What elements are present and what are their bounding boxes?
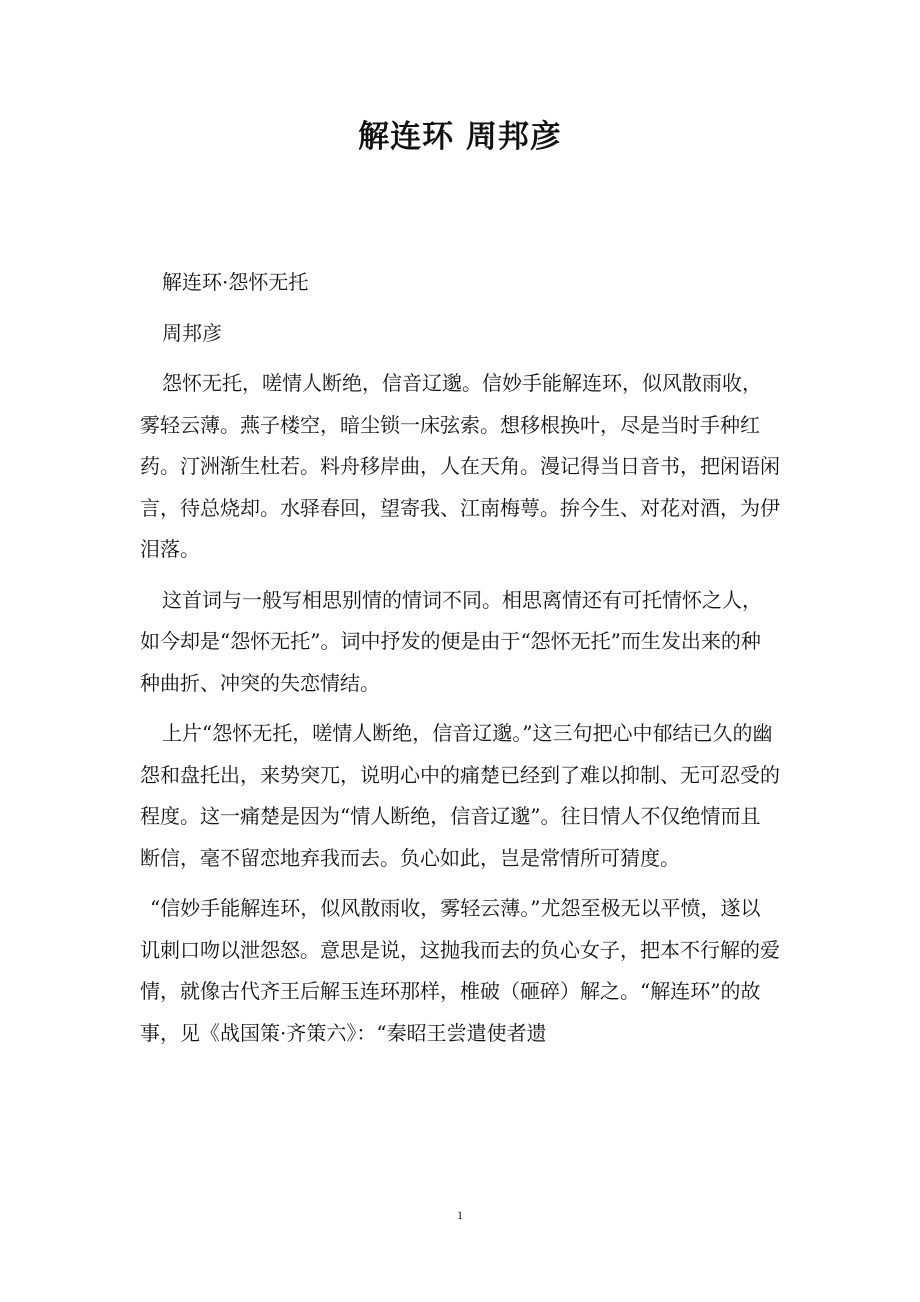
poem-heading: 解连环·怨怀无托 (162, 270, 309, 294)
commentary-paragraph: 这首词与一般写相思别情的情词不同。相思离情还有可托情怀之人，如今却是“怨怀无托”。词中抒发的便是由于“怨怀无托”而生发出来的种种曲折、冲突的失恋情结。 (140, 587, 762, 695)
commentary-paragraph: “信妙手能解连环，似风散雨收，雾轻云薄。”尤怨至极无以平愤，遂以讥刺口吻以泄怨怒。意思是说，这抛我而去的负心女子，把本不行解的爱情，就像古代齐王后解玉连环那样，椎破（砸碎）解之。“解连环”的故事，见《战国策·齐策六》：“秦昭王尝遣使者遗 (140, 896, 780, 1045)
commentary-paragraph: 上片“怨怀无托，嗟情人断绝，信音辽邈。”这三句把心中郁结已久的幽怨和盘托出，来势突兀，说明心中的痛楚已经到了难以抑制、无可忍受的程度。这一痛楚是因为“情人断绝，信音辽邈”。往日情人不仅绝情而且断信，毫不留恋地弃我而去。负心如此，岂是常情所可猜度。 (140, 721, 780, 870)
document-body (140, 262, 780, 1063)
page-number: 1 (457, 1208, 463, 1222)
poem-author: 周邦彦 (162, 320, 222, 345)
poem-text: 怨怀无托，嗟情人断绝，信音辽邈。信妙手能解连环，似风散雨收，雾轻云薄。燕子楼空，暗尘锁一床弦索。想移根换叶，尽是当时手种红药。汀洲渐生杜若。料舟移岸曲，人在天角。漫记得当日音书，把闲语闲言，待总烧却。水驿春回，望寄我、江南梅萼。拚今生、对花对酒，为伊泪落。 (140, 371, 780, 561)
document-title: 解连环 周邦彦 (358, 119, 562, 155)
